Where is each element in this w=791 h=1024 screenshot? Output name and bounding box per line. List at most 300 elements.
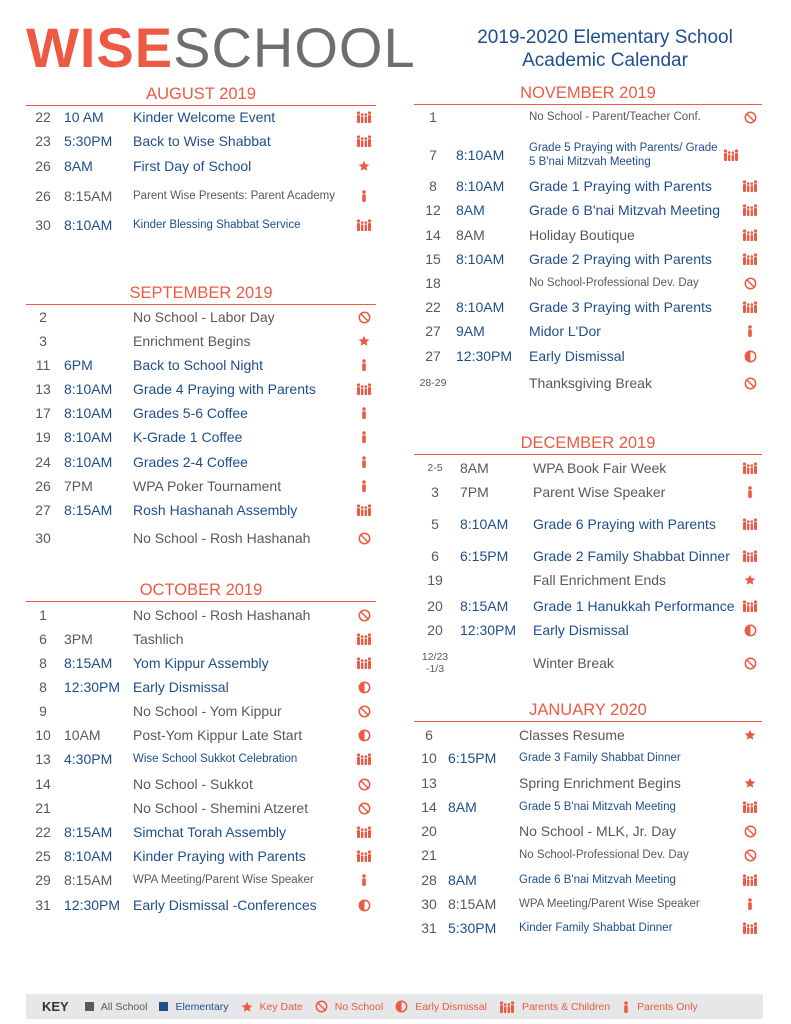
event-name: No School - Shemini Atzeret <box>133 800 309 816</box>
event-row <box>26 799 376 817</box>
parents-children-icon <box>352 219 376 231</box>
event-name: Back to Wise Shabbat <box>133 133 271 149</box>
early-dismissal-icon <box>352 899 376 912</box>
key-date-icon <box>241 1001 257 1013</box>
event-date: 23 <box>35 133 51 149</box>
month-rule <box>414 721 762 722</box>
event-time: 8:15AM <box>448 896 497 912</box>
key-item <box>85 1001 148 1013</box>
event-time: 8AM <box>64 158 93 174</box>
event-row <box>414 651 762 675</box>
event-row <box>26 726 376 744</box>
event-row <box>26 823 376 841</box>
month-rule <box>414 454 762 455</box>
event-row <box>26 132 376 150</box>
event-date: 21 <box>35 800 51 816</box>
event-time: 8:10AM <box>456 178 505 194</box>
event-row <box>26 428 376 446</box>
no-school-icon <box>738 377 762 390</box>
legend-key <box>26 994 763 1019</box>
event-name: Grade 6 B'nai Mitzvah Meeting <box>519 874 676 886</box>
event-date: 31 <box>35 897 51 913</box>
event-row <box>414 798 762 816</box>
month-rule <box>26 105 376 106</box>
early-dismissal-icon <box>352 729 376 742</box>
event-name: Wise School Sukkot Celebration <box>133 753 298 765</box>
parents-only-icon <box>622 1001 634 1013</box>
month-section <box>26 84 376 233</box>
event-row <box>414 871 762 889</box>
event-time: 8:10AM <box>456 251 505 267</box>
event-time: 8:10AM <box>460 516 509 532</box>
event-time: 6:15PM <box>460 548 509 564</box>
parents-only-icon <box>738 325 762 337</box>
event-name: WPA Meeting/Parent Wise Speaker <box>133 874 314 886</box>
parents-children-icon <box>352 383 376 395</box>
parents-children-icon <box>738 600 762 612</box>
parents-children-icon <box>352 657 376 669</box>
event-date: 20 <box>427 622 443 638</box>
event-name: Grades 5-6 Coffee <box>133 405 248 421</box>
event-time: 8AM <box>448 872 477 888</box>
parents-children-icon <box>352 753 376 765</box>
no-school-icon <box>352 311 376 324</box>
event-time: 8AM <box>460 460 489 476</box>
event-name: Spring Enrichment Begins <box>519 775 681 791</box>
key-item <box>241 1001 303 1013</box>
key-item <box>315 1000 383 1013</box>
event-name: Classes Resume <box>519 727 625 743</box>
no-school-icon <box>738 111 762 124</box>
event-name: Parent Wise Presents: Parent Academy <box>133 190 335 202</box>
no-school-icon <box>352 532 376 545</box>
event-row <box>26 896 376 914</box>
title-line-2: Academic Calendar <box>522 50 688 71</box>
event-name: Rosh Hashanah Assembly <box>133 502 298 518</box>
event-row <box>26 157 376 175</box>
event-date: 13 <box>35 381 51 397</box>
event-date: 30 <box>421 896 437 912</box>
event-date: 3 <box>39 333 47 349</box>
parents-children-icon <box>738 874 762 886</box>
event-time: 4:30PM <box>64 751 113 767</box>
event-name: No School - Yom Kippur <box>133 703 282 719</box>
month-rule <box>26 601 376 602</box>
key-item <box>499 1001 610 1013</box>
event-name: No School - Parent/Teacher Conf. <box>529 111 701 123</box>
event-name: Kinder Blessing Shabbat Service <box>133 219 301 231</box>
event-date: 15 <box>425 251 441 267</box>
event-name: Early Dismissal -Conferences <box>133 897 317 913</box>
event-name: WPA Meeting/Parent Wise Speaker <box>519 898 700 910</box>
event-row <box>414 726 762 744</box>
event-name: Grade 1 Praying with Parents <box>529 178 712 194</box>
event-time: 8:10AM <box>64 381 113 397</box>
event-date: 29 <box>35 872 51 888</box>
event-time: 8AM <box>456 202 485 218</box>
event-date: 6 <box>39 631 47 647</box>
parents-children-icon <box>352 633 376 645</box>
event-row <box>26 654 376 672</box>
parents-children-icon <box>352 826 376 838</box>
event-row <box>26 332 376 350</box>
event-row <box>26 477 376 495</box>
event-name: Grade 2 Family Shabbat Dinner <box>533 548 730 564</box>
event-date: 31 <box>421 920 437 936</box>
event-name: No School - MLK, Jr. Day <box>519 823 677 839</box>
parents-children-icon <box>738 922 762 934</box>
event-name: Early Dismissal <box>133 679 229 695</box>
key-item-label: Parents Only <box>637 1000 698 1013</box>
event-time: 12:30PM <box>456 348 513 364</box>
event-name: Enrichment Begins <box>133 333 251 349</box>
event-name: Grade 6 Praying with Parents <box>533 516 716 532</box>
key-item-label: No School <box>334 1000 384 1013</box>
event-date: 18 <box>425 275 441 291</box>
event-name: Simchat Torah Assembly <box>133 824 287 840</box>
event-name: Grade 6 B'nai Mitzvah Meeting <box>529 202 720 218</box>
event-time: 8:15AM <box>64 188 113 204</box>
event-name: No School-Professional Dev. Day <box>529 277 699 289</box>
event-name: Kinder Praying with Parents <box>133 848 306 864</box>
no-school-icon <box>352 778 376 791</box>
event-time: 8:10AM <box>64 454 113 470</box>
event-row <box>414 774 762 792</box>
event-date: 2 <box>39 309 47 325</box>
event-name: WPA Book Fair Week <box>533 460 667 476</box>
event-row <box>414 483 762 501</box>
event-date: 12/23 -1/3 <box>421 651 449 675</box>
event-date: 26 <box>35 188 51 204</box>
key-date-icon <box>738 729 762 741</box>
parents-children-icon <box>738 301 762 313</box>
no-school-icon <box>352 609 376 622</box>
event-date: 30 <box>35 217 51 233</box>
event-time: 12:30PM <box>64 897 121 913</box>
event-date: 2-5 <box>427 462 443 474</box>
parents-only-icon <box>352 431 376 443</box>
event-date: 1 <box>429 109 437 125</box>
no-school-icon <box>738 657 762 670</box>
event-date: 14 <box>35 776 51 792</box>
event-time: 8:10AM <box>64 848 113 864</box>
event-time: 7PM <box>460 484 489 500</box>
event-row <box>414 459 762 477</box>
parents-children-icon <box>738 462 762 474</box>
event-row <box>26 108 376 126</box>
event-name: Grade 3 Praying with Parents <box>529 299 712 315</box>
event-date: 22 <box>35 109 51 125</box>
parents-only-icon <box>352 407 376 419</box>
event-row <box>26 308 376 326</box>
no-school-icon <box>352 705 376 718</box>
event-name: Grade 5 Praying with Parents/ Grade 5 B'nai Mitzvah Meeting <box>529 142 718 168</box>
no-school-icon <box>738 277 762 290</box>
event-time: 12:30PM <box>64 679 121 695</box>
event-time: 8:10AM <box>64 217 113 233</box>
event-date: 20 <box>427 598 443 614</box>
parents-children-icon <box>352 850 376 862</box>
event-date: 3 <box>431 484 439 500</box>
event-row <box>26 404 376 422</box>
all-school-square-icon <box>85 1002 98 1011</box>
event-row <box>414 895 762 913</box>
event-row <box>26 501 376 519</box>
document-title <box>440 26 770 72</box>
event-time: 8AM <box>448 799 477 815</box>
event-date: 14 <box>421 799 437 815</box>
event-time: 8:15AM <box>64 872 113 888</box>
event-row <box>26 678 376 696</box>
wise-school-logo <box>26 18 416 78</box>
event-row <box>26 216 376 234</box>
parents-children-icon <box>352 135 376 147</box>
event-time: 7PM <box>64 478 93 494</box>
event-name: Early Dismissal <box>529 348 625 364</box>
month-section <box>414 433 762 675</box>
event-row <box>26 529 376 547</box>
event-date: 8 <box>429 178 437 194</box>
event-time: 8:10AM <box>64 405 113 421</box>
event-row <box>26 453 376 471</box>
event-time: 8AM <box>456 227 485 243</box>
key-item-label: Elementary <box>175 1000 229 1013</box>
event-row <box>26 775 376 793</box>
event-row <box>414 597 762 615</box>
event-row <box>414 571 762 589</box>
event-date: 27 <box>425 348 441 364</box>
event-name: Yom Kippur Assembly <box>133 655 269 671</box>
event-date: 7 <box>429 147 437 163</box>
event-name: No School - Rosh Hashanah <box>133 607 311 623</box>
event-name: No School - Sukkot <box>133 776 253 792</box>
event-name: Grade 2 Praying with Parents <box>529 251 712 267</box>
event-time: 3PM <box>64 631 93 647</box>
key-item <box>395 1000 487 1013</box>
event-date: 13 <box>421 775 437 791</box>
early-dismissal-icon <box>352 681 376 694</box>
event-row <box>26 702 376 720</box>
event-date: 19 <box>35 429 51 445</box>
key-date-icon <box>352 335 376 347</box>
event-name: Grade 5 B'nai Mitzvah Meeting <box>519 801 676 813</box>
event-row <box>26 630 376 648</box>
event-time: 8:10AM <box>64 429 113 445</box>
event-date: 25 <box>35 848 51 864</box>
month-title: NOVEMBER 2019 <box>520 84 656 102</box>
event-date: 20 <box>421 823 437 839</box>
event-row <box>414 226 762 244</box>
event-name: First Day of School <box>133 158 252 174</box>
key-item <box>622 1001 698 1013</box>
event-name: No School - Rosh Hashanah <box>133 530 311 546</box>
parents-children-icon <box>738 550 762 562</box>
event-time: 5:30PM <box>64 133 113 149</box>
key-item-label: Key Date <box>259 1000 303 1013</box>
event-date: 10 <box>35 727 51 743</box>
parents-children-icon <box>352 111 376 123</box>
event-row <box>414 108 762 126</box>
event-time: 8:10AM <box>456 147 505 163</box>
event-row <box>414 274 762 292</box>
event-date: 22 <box>35 824 51 840</box>
parents-only-icon <box>352 190 376 202</box>
event-row <box>414 298 762 316</box>
month-section <box>414 83 762 391</box>
event-row <box>414 846 762 864</box>
key-item-label: Parents & Children <box>521 1000 611 1013</box>
event-name: Grade 1 Hanukkah Performance <box>533 598 735 614</box>
event-name: No School - Labor Day <box>133 309 275 325</box>
key-label: KEY <box>42 999 69 1014</box>
month-title: JANUARY 2020 <box>529 701 647 719</box>
event-date: 5 <box>431 516 439 532</box>
event-row <box>414 621 762 639</box>
event-row <box>414 250 762 268</box>
parents-children-icon <box>738 204 762 216</box>
month-rule <box>414 104 762 105</box>
key-date-icon <box>738 777 762 789</box>
event-row <box>414 177 762 195</box>
parents-children-icon <box>738 518 762 530</box>
event-name: K-Grade 1 Coffee <box>133 429 243 445</box>
event-name: Holiday Boutique <box>529 227 635 243</box>
parents-children-icon <box>738 180 762 192</box>
event-date: 21 <box>421 847 437 863</box>
event-time: 8:15AM <box>64 824 113 840</box>
event-name: Winter Break <box>533 655 614 671</box>
event-name: Thanksgiving Break <box>529 375 652 391</box>
event-name: Kinder Welcome Event <box>133 109 276 125</box>
event-row <box>26 847 376 865</box>
key-date-icon <box>738 574 762 586</box>
event-name: Grades 2-4 Coffee <box>133 454 248 470</box>
event-date: 26 <box>35 158 51 174</box>
event-row <box>414 822 762 840</box>
parents-children-icon <box>738 801 762 813</box>
title-line-1: 2019-2020 Elementary School <box>477 27 733 48</box>
event-date: 6 <box>425 727 433 743</box>
no-school-icon <box>738 849 762 862</box>
month-section <box>414 700 762 936</box>
parents-only-icon <box>352 480 376 492</box>
event-date: 9 <box>39 703 47 719</box>
event-name: Early Dismissal <box>533 622 629 638</box>
event-date: 10 <box>421 750 437 766</box>
event-date: 13 <box>35 751 51 767</box>
event-date: 27 <box>35 502 51 518</box>
event-time: 8:15AM <box>64 502 113 518</box>
event-row <box>26 356 376 374</box>
event-row <box>26 380 376 398</box>
event-name: Parent Wise Speaker <box>533 484 666 500</box>
event-date: 19 <box>427 572 443 588</box>
event-name: Tashlich <box>133 631 184 647</box>
event-date: 27 <box>425 323 441 339</box>
event-name: Post-Yom Kippur Late Start <box>133 727 303 743</box>
month-title: DECEMBER 2019 <box>520 434 656 452</box>
event-date: 30 <box>35 530 51 546</box>
key-item <box>159 1001 228 1013</box>
event-date: 22 <box>425 299 441 315</box>
event-date: 24 <box>35 454 51 470</box>
event-time: 10AM <box>64 727 101 743</box>
event-date: 1 <box>39 607 47 623</box>
no-school-icon <box>738 825 762 838</box>
key-date-icon <box>352 160 376 172</box>
no-school-icon <box>352 802 376 815</box>
event-name: Midor L'Dor <box>529 323 601 339</box>
month-section <box>26 283 376 546</box>
parents-only-icon <box>352 359 376 371</box>
event-time: 5:30PM <box>448 920 497 936</box>
event-date: 8 <box>39 655 47 671</box>
month-rule <box>26 304 376 305</box>
event-time: 8:15AM <box>460 598 509 614</box>
parents-children-icon <box>719 149 743 161</box>
month-title: AUGUST 2019 <box>146 85 256 103</box>
event-row <box>414 919 762 937</box>
event-row <box>26 187 376 205</box>
event-date: 26 <box>35 478 51 494</box>
event-row <box>414 515 762 533</box>
no-school-icon <box>315 1000 332 1013</box>
event-row <box>26 750 376 768</box>
event-row <box>414 322 762 340</box>
event-date: 28 <box>421 872 437 888</box>
event-name: WPA Poker Tournament <box>133 478 282 494</box>
parents-only-icon <box>738 898 762 910</box>
elementary-square-icon <box>159 1002 172 1011</box>
month-section <box>26 580 376 913</box>
parents-children-icon <box>738 253 762 265</box>
early-dismissal-icon <box>738 350 762 363</box>
event-time: 12:30PM <box>460 622 517 638</box>
event-row <box>414 141 762 169</box>
logo-school: SCHOOL <box>173 16 416 79</box>
parents-only-icon <box>352 874 376 886</box>
event-time: 8:10AM <box>456 299 505 315</box>
event-name: Back to School Night <box>133 357 263 373</box>
event-row <box>414 374 762 392</box>
parents-children-icon <box>738 229 762 241</box>
parents-children-icon <box>499 1001 519 1013</box>
month-title: OCTOBER 2019 <box>139 581 263 599</box>
event-date: 12 <box>425 202 441 218</box>
early-dismissal-icon <box>395 1000 412 1013</box>
event-date: 11 <box>35 357 51 373</box>
event-row <box>414 201 762 219</box>
event-date: 17 <box>35 405 51 421</box>
event-name: Fall Enrichment Ends <box>533 572 667 588</box>
event-date: 8 <box>39 679 47 695</box>
event-date: 28-29 <box>419 377 447 389</box>
month-title: SEPTEMBER 2019 <box>129 284 273 302</box>
event-name: No School-Professional Dev. Day <box>519 849 689 861</box>
logo-wise: WISE <box>26 16 174 79</box>
event-row <box>26 606 376 624</box>
key-item-label: All School <box>100 1000 148 1013</box>
event-time: 6:15PM <box>448 750 497 766</box>
event-name: Kinder Family Shabbat Dinner <box>519 922 673 934</box>
event-row <box>414 749 762 767</box>
event-time: 9AM <box>456 323 485 339</box>
parents-only-icon <box>352 456 376 468</box>
parents-children-icon <box>352 504 376 516</box>
event-time: 10 AM <box>64 109 104 125</box>
event-row <box>26 871 376 889</box>
parents-only-icon <box>738 486 762 498</box>
